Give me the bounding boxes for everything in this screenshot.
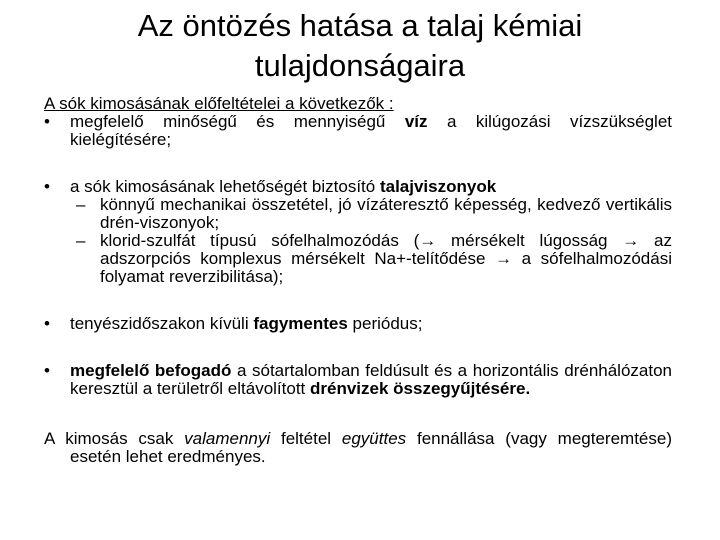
- item-bold: megfelelő befogadó: [70, 361, 232, 380]
- bullet-icon: •: [44, 112, 50, 131]
- item-bold: drénvizek összegyűjtésére.: [310, 379, 531, 398]
- conclusion-text: [44, 430, 672, 466]
- conclusion-part: A kimosás csak: [44, 429, 185, 448]
- conclusion-italic: együttes: [341, 429, 407, 448]
- bullet-icon: •: [44, 177, 50, 196]
- dash-icon: –: [76, 195, 86, 214]
- bullet-item-frost: [44, 315, 672, 333]
- conclusion-italic: valamennyi: [184, 429, 271, 448]
- item-text: a sótartalomban feldúsult és a horizontális drénhálózaton keresztül a területről eltávolított: [70, 361, 672, 398]
- item-bold: víz: [404, 112, 428, 131]
- sub-item-texture: [44, 196, 672, 232]
- bullet-icon: •: [44, 314, 50, 333]
- conclusion-part: feltétel: [270, 429, 342, 448]
- item-bold: fagymentes: [253, 314, 348, 333]
- bullet-icon: •: [44, 361, 50, 380]
- sub-item-text: klorid-szulfát típusú sófelhalmozódás (→ mérsékelt lúgosság → az adszorpciós komplexus mérsékelt Na+-telítődése → a sófelhalmozódási folyamat reverzibilitása);: [100, 231, 672, 286]
- sub-item-text: könnyű mechanikai összetétel, jó vízáteresztő képesség, kedvező vertikális drén-viszonyok;: [100, 195, 672, 232]
- bullet-item-soil: [44, 178, 672, 196]
- bullet-item-drainage: [44, 362, 672, 398]
- sub-item-salt: [44, 232, 672, 286]
- bullet-item-water: [44, 113, 672, 149]
- item-text: a kilúgozási vízszükséglet kielégítésére;: [70, 112, 672, 149]
- slide-title: [0, 6, 720, 86]
- item-bold: talajviszonyok: [379, 177, 497, 196]
- slide-body: [44, 95, 672, 466]
- title-line-1: Az öntözés hatása a talaj kémiai: [137, 8, 583, 43]
- item-text: tenyészidőszakon kívüli: [70, 314, 254, 333]
- intro-text: A sók kimosásának előfeltételei a következők :: [44, 94, 394, 113]
- dash-icon: –: [76, 231, 86, 250]
- item-text: periódus;: [347, 314, 423, 333]
- item-text: a sók kimosásának lehetőségét biztosító: [70, 177, 380, 196]
- item-text: megfelelő minőségű és mennyiségű: [70, 112, 405, 131]
- conclusion-part: fennállása (vagy megteremtése) esetén lehet eredményes.: [70, 429, 672, 466]
- title-line-2: tulajdonságaira: [254, 48, 466, 83]
